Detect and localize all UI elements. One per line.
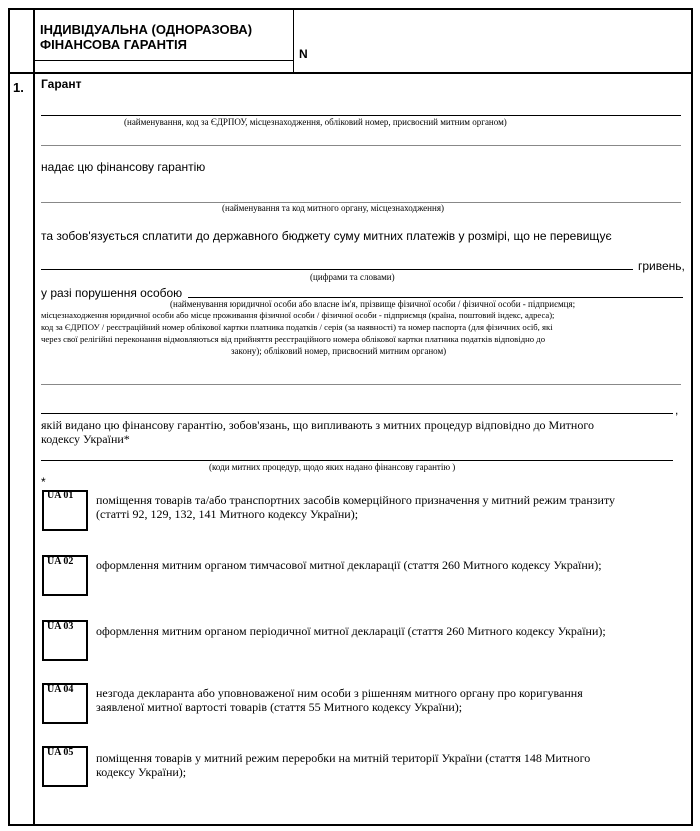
- guarantor-line-2[interactable]: [41, 145, 681, 146]
- title-line-2: ФІНАНСОВА ГАРАНТІЯ: [40, 37, 187, 52]
- form-title: [40, 22, 252, 52]
- person-caption-5: закону); обліковий номер, присвоєний митним органом): [231, 346, 447, 356]
- code-ua03: UA 03: [47, 621, 74, 632]
- code-text-ua05-line-2: кодексу України);: [96, 765, 187, 779]
- guarantor-caption: (найменування, код за ЄДРПОУ, місцезнаходження, обліковий номер, присвоєний митним органом): [124, 117, 507, 127]
- code-text-ua01: [96, 493, 615, 521]
- code-ua02: UA 02: [47, 556, 74, 567]
- comma: ,: [675, 403, 679, 417]
- procedures-text-line-1: якій видано цю фінансову гарантію, зобов'язань, що випливають з митних процедур відповідно до Митного: [41, 418, 594, 432]
- amount-line[interactable]: [41, 269, 633, 270]
- code-text-ua04-line-2: заявленої митної вартості товарів (стаття 55 Митного кодексу України);: [96, 700, 463, 714]
- code-ua04: UA 04: [47, 684, 74, 695]
- code-text-ua01-line-2: (статті 92, 129, 132, 141 Митного кодексу України);: [96, 507, 359, 521]
- procedures-caption: (коди митних процедур, щодо яких надано фінансову гарантію ): [209, 462, 456, 472]
- person-line-3[interactable]: [41, 413, 673, 414]
- row-number: 1.: [13, 80, 24, 95]
- number-label: N: [299, 47, 308, 61]
- obligation-text: та зобов'язується сплатити до державного бюджету суму митних платежів у розмірі, що не перевищує: [41, 229, 612, 243]
- code-text-ua01-line-1: поміщення товарів та/або транспортних засобів комерційного призначення у митний режим транзиту: [96, 493, 616, 507]
- procedures-text-line-2: кодексу України*: [41, 432, 130, 446]
- person-caption-2: місцезнаходження юридичної особи або місце проживання фізичної особи / фізичної особи - підприємця (країна, поштовий індекс, адреса);: [41, 310, 555, 320]
- code-text-ua02-line-1: оформлення митним органом тимчасової митної декларації (стаття 260 Митного кодексу України);: [96, 558, 602, 572]
- header-divider: [8, 72, 693, 74]
- column-divider: [33, 8, 35, 826]
- gives-text: надає цю фінансову гарантію: [41, 160, 206, 174]
- person-line[interactable]: [188, 297, 683, 298]
- code-ua01: UA 01: [47, 490, 74, 501]
- currency-text: гривень,: [638, 259, 685, 273]
- code-text-ua05: [96, 751, 590, 779]
- person-caption-3: код за ЄДРПОУ / реєстраційний номер облікової картки платника податків / серія (за наявності) та номер паспорта (для фізичних осіб, які: [41, 322, 553, 332]
- code-text-ua03: [96, 624, 606, 638]
- code-text-ua02: [96, 558, 602, 572]
- asterisk: *: [41, 475, 46, 489]
- guarantor-line[interactable]: [41, 115, 681, 116]
- code-ua05: UA 05: [47, 747, 74, 758]
- violation-text: у разі порушення особою: [41, 286, 183, 300]
- title-line-1: ІНДИВІДУАЛЬНА (ОДНОРАЗОВА): [40, 22, 253, 37]
- code-text-ua04: [96, 686, 583, 714]
- procedures-line[interactable]: [41, 460, 673, 461]
- procedures-text: [41, 418, 681, 446]
- code-text-ua05-line-1: поміщення товарів у митний режим переробки на митній території України (стаття 148 Митного: [96, 751, 591, 765]
- amount-caption: (цифрами та словами): [310, 272, 395, 282]
- title-box-bottom: [34, 60, 293, 61]
- guarantor-label: Гарант: [41, 77, 82, 91]
- code-text-ua04-line-1: незгода декларанта або уповноваженої ним особи з рішенням митного органу про коригування: [96, 686, 583, 700]
- person-caption-4: через свої релігійні переконання відмовляються від прийняття реєстраційного номера облікової картки платника податків відповідно до: [41, 334, 546, 344]
- code-text-ua03-line-1: оформлення митним органом періодичної митної декларації (стаття 260 Митного кодексу України);: [96, 624, 606, 638]
- customs-caption: (найменування та код митного органу, місцезнаходження): [222, 203, 444, 213]
- person-line-2[interactable]: [41, 384, 681, 385]
- title-box-right: [293, 8, 294, 72]
- person-caption-1: (найменування юридичної особи або власне ім'я, прізвище фізичної особи / фізичної особи - підприємця;: [170, 299, 576, 309]
